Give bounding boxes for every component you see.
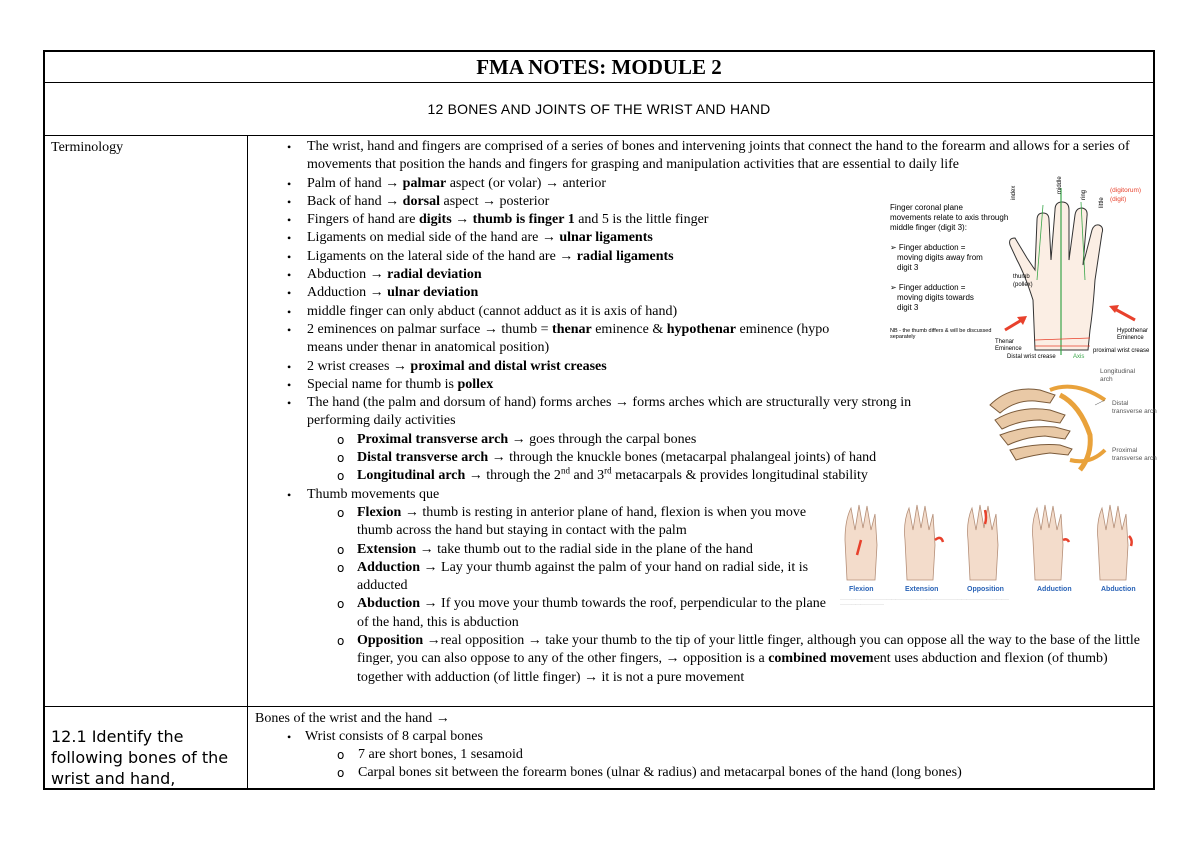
svg-text:(digit): (digit) — [1110, 196, 1127, 203]
list-item: • Abduction → radial deviation — [287, 267, 482, 283]
svg-text:transverse arch: transverse arch — [1112, 455, 1157, 462]
list-item: • 2 eminences on palmar surface → thumb = thenar eminence & hypothenar eminence (hypo means under thenar in anatomical position) — [287, 321, 830, 356]
list-item: • Ligaments on medial side of the hand are → ulnar ligaments — [287, 230, 653, 246]
list-item: • 2 wrist creases → proximal and distal wrist creases — [287, 358, 607, 374]
bones-sublist — [305, 746, 1145, 782]
list-item: • Palm of hand → palmar aspect (or volar) → anterior — [287, 175, 606, 191]
svg-text:➢ Finger adduction =: ➢ Finger adduction = moving digits towards digit 3 — [890, 283, 974, 312]
list-item: o 7 are short bones, 1 sesamoid — [337, 747, 523, 762]
arches-list — [307, 431, 977, 486]
column-divider — [247, 136, 248, 790]
label-index: index — [1011, 185, 1017, 200]
svg-text:arch: arch — [1100, 376, 1113, 383]
svg-text:Extension: Extension — [905, 586, 939, 593]
svg-text:separately: separately — [890, 334, 916, 340]
svg-text:Eminence: Eminence — [1117, 335, 1144, 341]
list-item: o Abduction → If you move your thumb towards the roof, perpendicular to the plane of the hand, this is abduction — [337, 596, 826, 630]
svg-text:proximal wrist crease: proximal wrist crease — [1093, 348, 1150, 354]
list-item: • Fingers of hand are digits → thumb is finger 1 and 5 is the little finger — [287, 212, 709, 228]
svg-text:Distal: Distal — [1112, 400, 1129, 407]
list-item: o Longitudinal arch → through the 2nd and 3rd metacarpals & provides longitudinal stability — [337, 465, 868, 484]
list-item: • Special name for thumb is pollex — [287, 376, 494, 392]
svg-text:Proximal: Proximal — [1112, 447, 1138, 454]
svg-text:transverse arch: transverse arch — [1112, 408, 1157, 415]
svg-text:..............................: ............................................. — [840, 602, 884, 606]
terminology-label: Terminology — [51, 140, 124, 155]
list-item: o Distal transverse arch → through the knuckle bones (metacarpal phalangeal joints) of hand — [337, 450, 877, 466]
notes-table — [43, 50, 1155, 790]
svg-text:(digitorum): (digitorum) — [1110, 187, 1142, 194]
hand-arches-diagram — [980, 365, 1157, 480]
hand-axis-diagram — [885, 176, 1155, 360]
section-12-1-label: 12.1 Identify the following bones of the wrist and hand, — [51, 727, 229, 788]
thumb-movements-diagram — [835, 500, 1153, 610]
list-item: • Thumb movements que o Flexion → thumb is resting in anterior plane of hand, flexion is when you move thumb across the hand but staying in contact with the palm o Extension → take thumb out to the radial side in the plane of the hand o Adduction → Lay your thumb against the palm of your hand on radial side, it is adducted o Abduction → If you move your thumb towards the roof, perpendicular to the plane of the hand, this is abduction o Opposition →real opposition → take your thumb to the tip of your little finger, although you can oppose all the way to the base of the little finger, you can also oppose to any of the other fingers, → opposition is a combined movement uses abduction and flexion (of thumb) together with adduction (of little finger) → it is not a pure movement — [257, 486, 1147, 687]
list-item: • The wrist, hand and fingers are comprised of a series of bones and intervening joints that connect the hand to the forearm and allows for a series of movements that position the hands and fingers for grasping and manipulation activities that are essential to daily life — [287, 139, 1130, 173]
svg-text:ring: ring — [1081, 189, 1087, 200]
svg-text:Flexion: Flexion — [849, 586, 874, 593]
list-item: • Back of hand → dorsal aspect → posterior — [287, 193, 550, 209]
svg-text:Axis: Axis — [1073, 354, 1085, 360]
document-page — [43, 50, 1155, 790]
list-item: • Wrist consists of 8 carpal bones o 7 are short bones, 1 sesamoid o Carpal bones sit between the forearm bones (ulnar & radius) and metacarpal bones of the hand (long bones) — [255, 728, 1145, 782]
list-item: o Adduction → Lay your thumb against the palm of your hand on radial side, it is adducted — [337, 559, 809, 594]
svg-text:Abduction: Abduction — [1101, 586, 1136, 593]
svg-text:Longitudinal: Longitudinal — [1100, 368, 1136, 375]
section-subtitle: 12 BONES AND JOINTS OF THE WRIST AND HAND — [45, 83, 1153, 136]
list-item: o Proximal transverse arch → goes through the carpal bones — [337, 431, 697, 447]
list-item: • middle finger can only abduct (cannot adduct as it is axis of hand) — [287, 303, 678, 319]
list-item: o Opposition →real opposition → take your thumb to the tip of your little finger, although you can oppose all the way to the base of the little finger, you can also oppose to any of the other fingers, → opposition is a combined movement uses abduction and flexion (of thumb) together with adduction (of little finger) → it is not a pure movement — [337, 633, 1140, 685]
list-item: o Extension → take thumb out to the radial side in the plane of the hand — [337, 541, 753, 557]
svg-text:NB - the thumb differs & will: NB - the thumb differs & will be discussed — [890, 328, 992, 334]
list-item: o Flexion → thumb is resting in anterior plane of hand, flexion is when you move thumb across the hand but staying in contact with the palm — [337, 504, 807, 539]
svg-text:Distal wrist crease: Distal wrist crease — [1007, 354, 1056, 360]
svg-text:..............................: .............................................................................................................................................................................. — [840, 597, 1010, 601]
list-item: • Ligaments on the lateral side of the hand are → radial ligaments — [287, 248, 674, 264]
svg-text:Hypothenar: Hypothenar — [1117, 328, 1149, 334]
svg-text:Adduction: Adduction — [1037, 586, 1072, 593]
bones-content — [255, 710, 1145, 782]
hand-arches-illustration — [980, 365, 1157, 480]
svg-text:Opposition: Opposition — [967, 586, 1004, 593]
bones-list — [255, 728, 1145, 782]
thumb-movements-illustration — [835, 500, 1153, 610]
svg-text:(pollex): (pollex) — [1013, 282, 1033, 288]
bones-intro: Bones of the wrist and the hand → — [255, 711, 450, 726]
svg-text:Eminence: Eminence — [995, 346, 1022, 352]
list-item: • Adduction → ulnar deviation — [287, 285, 479, 301]
svg-text:Thenar: Thenar — [995, 339, 1015, 345]
svg-text:thumb: thumb — [1013, 274, 1030, 280]
svg-text:➢ Finger abduction =: ➢ Finger abduction = moving digits away from digit 3 — [890, 243, 983, 272]
hand-axis-illustration — [885, 176, 1155, 360]
svg-text:Finger coronal plane: Finger coronal plane movements relate to axis through middle finger (digit 3): — [890, 203, 1009, 232]
row-divider — [45, 706, 1153, 707]
svg-text:middle: middle — [1057, 176, 1063, 194]
fig1-text1: Finger coronal plane — [890, 203, 963, 212]
list-item: • The hand (the palm and dorsum of hand) forms arches → forms arches which are structurally very strong in performing daily activities o Proximal transverse arch → goes through the carpal bones o Distal transverse arch → through the knuckle bones (metacarpal phalangeal joints) of hand o Longitudinal arch → through the 2nd and 3rd metacarpals & provides longitudinal stability — [257, 394, 977, 485]
svg-text:little: little — [1099, 197, 1105, 208]
page-title: FMA NOTES: MODULE 2 — [45, 52, 1153, 83]
list-item: o Carpal bones sit between the forearm bones (ulnar & radius) and metacarpal bones of the hand (long bones) — [337, 765, 962, 780]
